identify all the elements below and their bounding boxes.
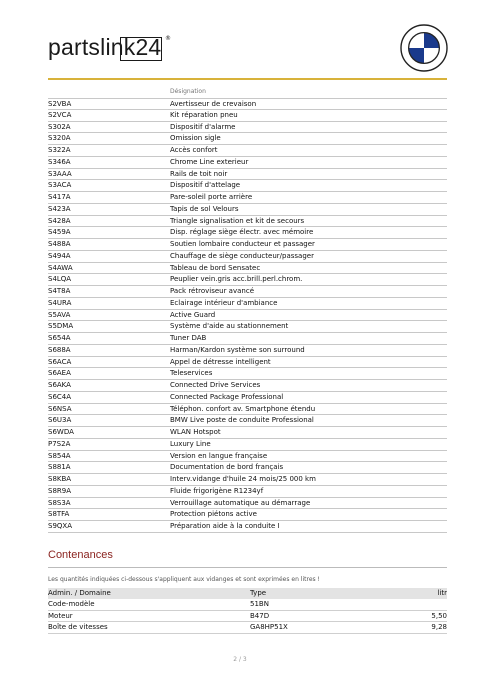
option-designation: Triangle signalisation et kit de secours (170, 216, 305, 225)
table-row (48, 110, 447, 122)
table-row (48, 427, 447, 439)
table-row (48, 298, 447, 310)
table-row (48, 509, 447, 521)
section-divider (48, 567, 447, 568)
option-designation: Fluide frigorigène R1234yf (170, 486, 264, 495)
option-code: S688A (48, 345, 71, 354)
option-designation: Connected Package Professional (170, 392, 284, 401)
capacities-row (48, 611, 447, 623)
column-header-designation: Désignation (170, 88, 206, 95)
page-header (0, 0, 480, 80)
option-designation: Verrouillage automatique au démarrage (170, 498, 311, 507)
table-row (48, 216, 447, 228)
option-code: S494A (48, 251, 71, 260)
header-admin-domaine: Admin. / Domaine (48, 589, 111, 597)
table-row (48, 345, 447, 357)
capacity-type: 51BN (250, 600, 269, 608)
option-code: S302A (48, 122, 71, 131)
option-designation: Appel de détresse intelligent (170, 357, 271, 366)
option-code: S428A (48, 216, 71, 225)
option-code: S459A (48, 228, 71, 237)
option-designation: Système d'aide au stationnement (170, 322, 289, 331)
option-designation: Harman/Kardon système son surround (170, 345, 305, 354)
option-code: S4AWA (48, 263, 73, 272)
option-code: S4LQA (48, 275, 72, 284)
capacities-row (48, 622, 447, 634)
header-type: Type (250, 589, 267, 597)
option-designation: Peuplier vein.gris acc.brill.perl.chrom. (170, 275, 303, 284)
option-designation: Disp. réglage siège électr. avec mémoire (170, 228, 314, 237)
option-code: S4URA (48, 298, 72, 307)
table-row (48, 357, 447, 369)
table-row (48, 122, 447, 134)
capacities-table-header (48, 588, 447, 599)
table-row (48, 274, 447, 286)
table-row (48, 404, 447, 416)
option-code: S6WDA (48, 428, 74, 436)
table-row (48, 392, 447, 404)
option-designation: BMW Live poste de conduite Professional (170, 416, 314, 425)
option-code: S322A (48, 146, 71, 154)
option-code: P7S2A (48, 439, 71, 448)
option-designation: Connected Drive Services (170, 381, 261, 389)
option-designation: Téléphon. confort av. Smartphone étendu (170, 404, 316, 413)
table-row (48, 204, 447, 216)
option-code: S3ACA (48, 181, 72, 190)
option-designation: Kit réparation pneu (170, 110, 238, 119)
option-designation: Documentation de bord français (170, 463, 284, 472)
option-designation: Pare-soleil porte arrière (170, 193, 253, 201)
option-designation: Eclairage intérieur d'ambiance (170, 298, 278, 307)
table-row (48, 498, 447, 510)
option-code: S881A (48, 463, 71, 472)
option-designation: Chrome Line exterieur (170, 157, 249, 166)
option-code: S346A (48, 157, 71, 166)
option-code: S854A (48, 451, 71, 460)
table-row (48, 521, 447, 533)
option-code: S417A (48, 193, 71, 201)
header-litres: litr (437, 589, 447, 597)
option-code: S6NSA (48, 404, 72, 413)
option-designation: Tuner DAB (170, 334, 207, 342)
capacities-table (48, 588, 447, 634)
option-code: S5AVA (48, 310, 71, 319)
option-code: S6C4A (48, 392, 72, 401)
option-designation: Version en langue française (170, 451, 268, 460)
table-row (48, 180, 447, 192)
capacities-note: Les quantités indiquées ci-dessous s'appliquent aux vidanges et sont exprimées en litres ! (48, 576, 320, 583)
option-designation: Accès confort (170, 146, 218, 154)
table-row (48, 192, 447, 204)
table-row (48, 321, 447, 333)
option-code: S8KBA (48, 475, 72, 483)
option-designation: Dispositif d'alarme (170, 122, 236, 131)
option-code: S2VBA (48, 100, 72, 108)
table-row (48, 286, 447, 298)
table-row (48, 133, 447, 145)
option-code: S654A (48, 334, 71, 342)
option-designation: Protection piétons active (170, 510, 257, 519)
option-code: S8R9A (48, 486, 72, 495)
option-designation: Pack rétroviseur avancé (170, 287, 254, 295)
table-row (48, 333, 447, 345)
table-row (48, 98, 447, 110)
option-code: S2VCA (48, 110, 72, 119)
page-number: 2 / 3 (233, 656, 247, 663)
capacity-type: B47D (250, 611, 270, 620)
option-code: S423A (48, 204, 71, 213)
bmw-logo-icon (400, 24, 448, 72)
option-code: S8TFA (48, 510, 70, 519)
option-designation: Soutien lombaire conducteur et passager (170, 240, 315, 248)
options-table (48, 86, 447, 533)
option-designation: Interv.vidange d'huile 24 mois/25 000 km (170, 475, 316, 483)
option-designation: Dispositif d'attelage (170, 181, 241, 190)
capacity-domain: Moteur (48, 611, 73, 620)
section-title-contenances: Contenances (48, 549, 113, 561)
option-code: S6U3A (48, 416, 72, 425)
option-designation: Tableau de bord Sensatec (170, 263, 261, 272)
logo-registered-mark: ® (165, 35, 171, 42)
option-code: S6ACA (48, 357, 72, 366)
table-row (48, 169, 447, 181)
table-row (48, 145, 447, 157)
option-code: S8S3A (48, 498, 71, 507)
table-row (48, 251, 447, 263)
option-code: S6AKA (48, 381, 71, 389)
table-row (48, 474, 447, 486)
option-code: S3AAA (48, 169, 72, 178)
table-row (48, 227, 447, 239)
table-row (48, 415, 447, 427)
table-row (48, 439, 447, 451)
capacity-litres: 9,28 (431, 623, 447, 631)
capacity-type: GA8HP51X (250, 623, 288, 631)
table-row (48, 239, 447, 251)
option-code: S6AEA (48, 369, 71, 378)
option-designation: Avertisseur de crevaison (170, 100, 257, 108)
table-row (48, 263, 447, 275)
option-designation: Luxury Line (170, 439, 211, 448)
option-code: S4T8A (48, 287, 71, 295)
option-code: S5DMA (48, 322, 74, 331)
option-code: S488A (48, 240, 71, 248)
table-row (48, 462, 447, 474)
table-row (48, 380, 447, 392)
capacity-litres: 5,50 (431, 611, 447, 620)
option-designation: Teleservices (170, 369, 213, 378)
table-row (48, 368, 447, 380)
header-gold-divider (48, 78, 447, 80)
table-row (48, 451, 447, 463)
table-row (48, 310, 447, 322)
option-designation: Rails de toit noir (170, 169, 228, 178)
partslink24-logo: partslink24 (48, 34, 162, 60)
option-designation: Active Guard (170, 310, 216, 319)
capacity-domain: Boîte de vitesses (48, 623, 108, 631)
capacity-domain: Code-modèle (48, 600, 95, 608)
table-row (48, 486, 447, 498)
capacities-row (48, 599, 447, 611)
option-designation: Chauffage de siège conducteur/passager (170, 251, 314, 260)
option-code: S320A (48, 134, 71, 143)
option-code: S9QXA (48, 522, 72, 530)
table-row (48, 157, 447, 169)
option-designation: Omission sigle (170, 134, 221, 143)
option-designation: Tapis de sol Velours (170, 204, 239, 213)
option-designation: WLAN Hotspot (170, 428, 221, 436)
option-designation: Préparation aide à la conduite I (170, 522, 280, 530)
